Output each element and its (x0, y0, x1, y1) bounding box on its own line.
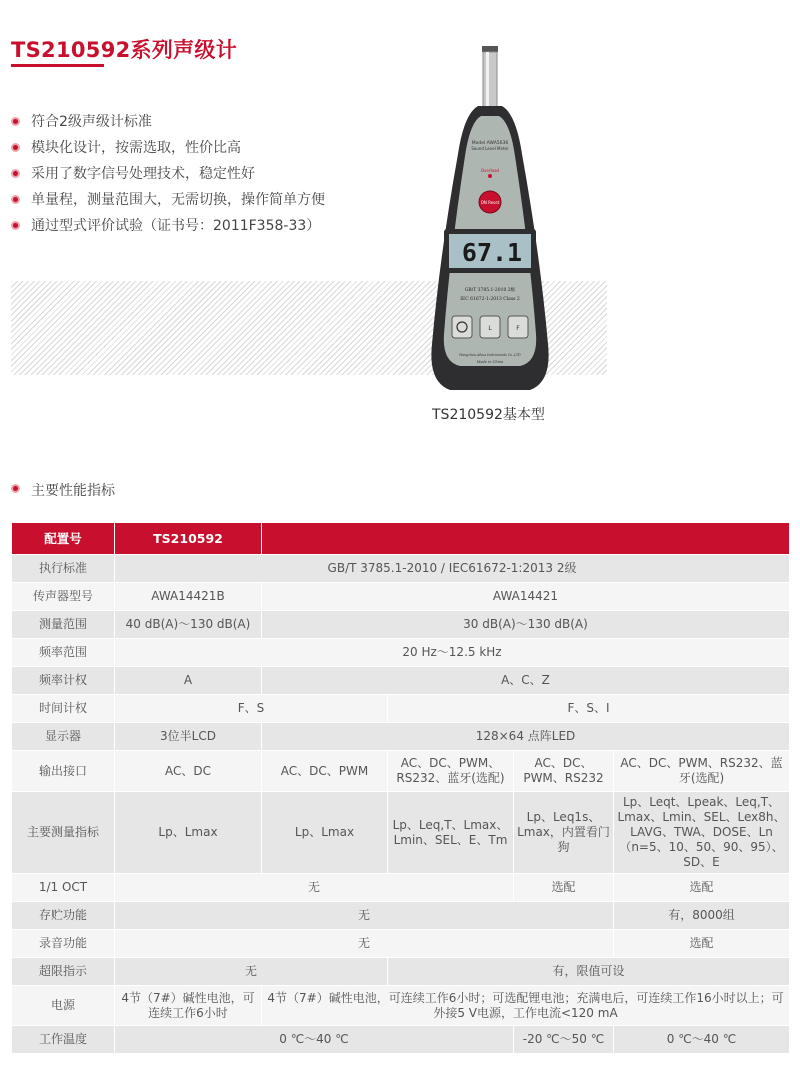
feature-item: 模块化设计，按需选取，性价比高 (11, 138, 325, 164)
product-caption: TS210592基本型 (432, 407, 545, 423)
title-underline (11, 64, 104, 67)
table-row: 主要测量指标 Lp、Lmax Lp、Lmax Lp、Leq,T、Lmax、Lmin、SEL、E、Tm Lp、Leq1s、Lmax，内置看门狗 Lp、Leqt、Lpeak、Leq,T、Lmax、Lmin、SEL、Lex8h、LAVG、TWA、DOSE、Ln（n=5、10、50、90、95）、SD、E (12, 792, 790, 874)
table-row: 录音功能 无 选配 (12, 930, 790, 958)
overload-led (488, 174, 492, 178)
table-row: 执行标准 GB/T 3785.1-2010 / IEC61672-1:2013 2级 (12, 555, 790, 583)
bullet-icon (11, 169, 20, 178)
table-row: 传声器型号 AWA14421B AWA14421 (12, 583, 790, 611)
sound-level-meter-image (420, 44, 560, 398)
bullet-icon (11, 117, 20, 126)
maker-label: Hangzhou Aihua Instruments Co.,LTD (459, 353, 521, 357)
overload-label: Overload (480, 168, 500, 173)
table-row: 电源 4节（7#）碱性电池，可连续工作6小时 4节（7#）碱性电池，可连续工作6小时；可选配锂电池；充满电后，可连续工作16小时以上；可外接5 V电源，工作电流<120 mA (12, 986, 790, 1026)
feature-item: 符合2级声级计标准 (11, 112, 325, 138)
spec-table (11, 522, 790, 1054)
bullet-icon (11, 195, 20, 204)
table-row: 输出接口 AC、DC AC、DC、PWM AC、DC、PWM、RS232、蓝牙(选配) AC、DC、PWM、RS232 AC、DC、PWM、RS232、蓝牙(选配) (12, 751, 790, 792)
meter-model-label: Model AWA5636 (471, 141, 509, 146)
standard-label-2: IEC 61672-1:2013 Class 2 (460, 297, 520, 302)
lcd-reading: 67.1 (461, 238, 523, 267)
header-config-label: 配置号 (12, 523, 115, 555)
table-header-row (12, 523, 790, 555)
standard-label-1: GB/T 3785.1-2010 2级 (464, 288, 516, 293)
table-row: 1/1 OCT 无 选配 选配 (12, 874, 790, 902)
table-row: 工作温度 0 ℃～40 ℃ -20 ℃～50 ℃ 0 ℃～40 ℃ (12, 1026, 790, 1054)
table-row: 频率计权 A A、C、Z (12, 667, 790, 695)
bullet-icon (11, 143, 20, 152)
svg-text:F: F (516, 325, 520, 332)
power-button-label: ON Reset (480, 200, 500, 205)
table-row: 频率范围 20 Hz～12.5 kHz (12, 639, 790, 667)
microphone (483, 52, 497, 110)
meter-subtitle: Sound Level Meter (471, 146, 509, 151)
page-title: TS210592系列声级计 (11, 38, 238, 62)
bullet-icon (11, 221, 20, 230)
key-settings (452, 316, 472, 338)
feature-item: 通过型式评价试验（证书号：2011F358-33） (11, 216, 325, 242)
table-row: 存贮功能 无 有，8000组 (12, 902, 790, 930)
feature-list (11, 112, 325, 242)
feature-item: 单量程，测量范围大，无需切换，操作简单方便 (11, 190, 325, 216)
bullet-icon (11, 484, 20, 493)
table-row: 时间计权 F、S F、S、I (12, 695, 790, 723)
table-row: 超限指示 无 有，限值可设 (12, 958, 790, 986)
feature-item: 采用了数字信号处理技术，稳定性好 (11, 164, 325, 190)
made-in-label: Made in China (476, 360, 504, 364)
header-model: TS210592 (115, 523, 262, 555)
table-row: 显示器 3位半LCD 128×64 点阵LED (12, 723, 790, 751)
section-title: 主要性能指标 (11, 480, 115, 500)
mic-tip (482, 46, 498, 52)
svg-text:L: L (488, 325, 492, 332)
table-row: 测量范围 40 dB(A)～130 dB(A) 30 dB(A)～130 dB(A) (12, 611, 790, 639)
